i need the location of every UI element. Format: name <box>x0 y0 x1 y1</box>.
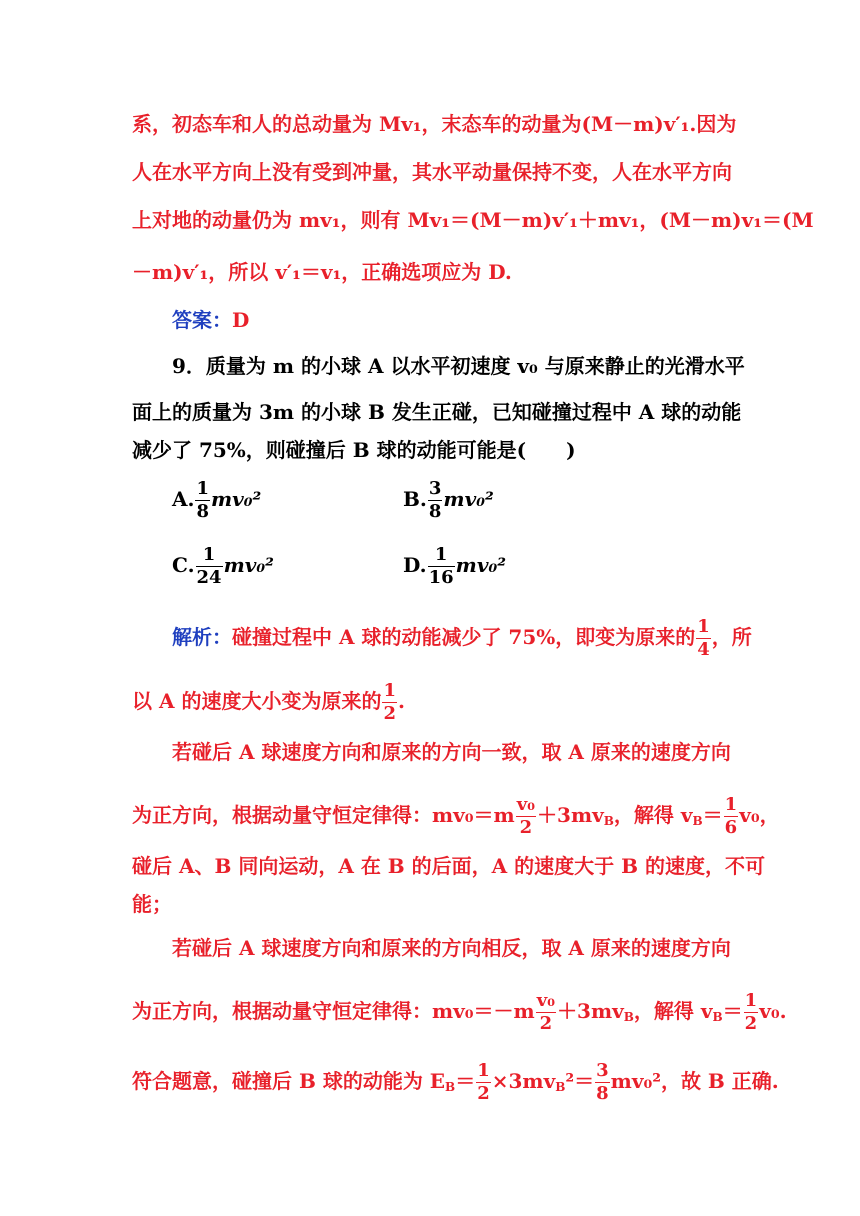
solution9-p2-line3: 碰后 A、B 同向运动，A 在 B 的后面，A 的速度大于 B 的速度，不可 <box>132 854 765 878</box>
solution8-line1: 系，初态车和人的总动量为 Mv₁，末态车的动量为(M－m)v′₁.因为 <box>132 112 737 136</box>
solution9-p3-line2-b: ＋3mv <box>557 999 624 1023</box>
solution8-line2: 人在水平方向上没有受到冲量，其水平动量保持不变，人在水平方向 <box>132 160 732 184</box>
solution9-p3-frac-num: v₀ <box>536 990 556 1011</box>
solution9-p3-line2-c: B <box>623 1010 634 1024</box>
option-c-den: 24 <box>196 567 222 588</box>
solution9-p2-frac-num: v₀ <box>516 794 536 815</box>
option-d <box>403 546 506 587</box>
answer-label: 答案： <box>172 308 232 332</box>
solution9-p1-line2-text-b: . <box>397 689 405 713</box>
solution9-p1-frac-num: 1 <box>697 616 710 637</box>
solution9-p2-line2-f: B <box>692 814 703 828</box>
option-b-num: 3 <box>428 478 442 499</box>
solution9-p4-frac2-den: 8 <box>596 1083 609 1104</box>
question9-line3: 减少了 75%，则碰撞后 B 球的动能可能是( ) <box>132 438 576 462</box>
solution9-p3-line2-a: 为正方向，根据动量守恒定律得：mv₀＝－m <box>132 999 535 1023</box>
solution9-p2-frac2-den: 6 <box>724 817 738 838</box>
option-c-num: 1 <box>202 544 216 565</box>
option-a-num: 1 <box>196 478 210 499</box>
option-d-prefix: D. <box>403 553 427 577</box>
solution9-p4-frac-den: 2 <box>477 1083 490 1104</box>
solution9-p3-line2-f: ＝ <box>722 999 743 1023</box>
solution9-p4-d: ×3mv <box>491 1069 556 1093</box>
solution9-p2-line2-a: 为正方向，根据动量守恒定律得： <box>132 803 432 827</box>
solution9-p2-line1: 若碰后 A 球速度方向和原来的方向一致，取 A 原来的速度方向 <box>172 740 731 764</box>
option-b-suffix: mv₀² <box>443 487 494 511</box>
solution9-p4-b: B <box>445 1080 456 1094</box>
solution9-p4 <box>132 1060 779 1104</box>
option-c-suffix: mv₀² <box>223 553 274 577</box>
solution9-p2-line2-g: ＝ <box>702 803 723 827</box>
answer8 <box>172 306 772 334</box>
solution9-p4-f: ²＝ <box>565 1069 595 1093</box>
solution9-p1-line2 <box>132 680 732 724</box>
solution9-p3-line2-d: ，解得 v <box>633 999 713 1023</box>
solution9-p1-frac-den: 4 <box>697 639 710 660</box>
solution9-p4-c: ＝ <box>455 1069 476 1093</box>
question9-line1: 9．质量为 m 的小球 A 以水平初速度 v₀ 与原来静止的光滑水平 <box>172 354 745 378</box>
solution9-p4-frac2-num: 3 <box>596 1060 609 1081</box>
option-a-prefix: A. <box>172 487 195 511</box>
solution9-p1-text-a: 碰撞过程中 A 球的动能减少了 75%，即变为原来的 <box>232 625 696 649</box>
solution9-p2-line2-h: v₀， <box>739 803 780 827</box>
solution9-p4-g: mv₀²，故 B 正确. <box>610 1069 779 1093</box>
solution9-p1-line1 <box>172 616 772 660</box>
option-a-den: 8 <box>196 501 210 522</box>
solution9-p2-frac2-num: 1 <box>724 794 738 815</box>
solution9-p2-line2-c: ＋3mv <box>537 803 604 827</box>
option-b <box>403 480 494 521</box>
solution9-p4-frac-num: 1 <box>477 1060 490 1081</box>
solution9-p3-frac-den: 2 <box>536 1012 556 1033</box>
solution8-line3: 上对地的动量仍为 mv₁，则有 Mv₁＝(M－m)v′₁＋mv₁，(M－m)v₁＝(M <box>132 208 814 232</box>
question9-line2: 面上的质量为 3m 的小球 B 发生正碰，已知碰撞过程中 A 球的动能 <box>132 400 742 424</box>
option-a <box>172 480 261 521</box>
solution9-p1-line2-frac-den: 2 <box>383 703 396 724</box>
option-d-num: 1 <box>434 544 448 565</box>
solution9-p3-line2-g: v₀. <box>759 999 787 1023</box>
solution9-p3-line2 <box>132 990 787 1034</box>
option-d-suffix: mv₀² <box>455 553 506 577</box>
solution9-p2-line2-b: mv₀＝m <box>432 803 515 827</box>
solution9-p1-line2-text-a: 以 A 的速度大小变为原来的 <box>132 689 382 713</box>
solution9-p3-frac2-num: 1 <box>744 990 758 1011</box>
solution9-p4-e: B <box>555 1080 566 1094</box>
option-c-prefix: C. <box>172 553 195 577</box>
solution8-line4: －m)v′₁，所以 v′₁＝v₁，正确选项应为 D. <box>132 260 512 284</box>
answer-value: D <box>232 308 250 332</box>
solution9-label: 解析： <box>172 625 232 649</box>
solution9-p2-line2-e: ，解得 v <box>613 803 693 827</box>
option-c <box>172 546 274 587</box>
solution9-p2-line4: 能； <box>132 892 172 916</box>
solution9-p3-line2-e: B <box>712 1010 723 1024</box>
solution9-p2-frac-den: 2 <box>516 816 536 837</box>
option-b-den: 8 <box>428 501 442 522</box>
solution9-p2-line2 <box>132 794 780 838</box>
solution9-p3-line1: 若碰后 A 球速度方向和原来的方向相反，取 A 原来的速度方向 <box>172 936 731 960</box>
solution9-p1-text-b: ，所 <box>711 625 752 649</box>
option-a-suffix: mv₀² <box>211 487 262 511</box>
option-b-prefix: B. <box>403 487 427 511</box>
solution9-p2-line2-d: B <box>603 814 614 828</box>
solution9-p4-a: 符合题意，碰撞后 B 球的动能为 E <box>132 1069 446 1093</box>
solution9-p1-line2-frac-num: 1 <box>383 680 396 701</box>
solution9-p3-frac2-den: 2 <box>744 1013 758 1034</box>
option-d-den: 16 <box>428 567 454 588</box>
